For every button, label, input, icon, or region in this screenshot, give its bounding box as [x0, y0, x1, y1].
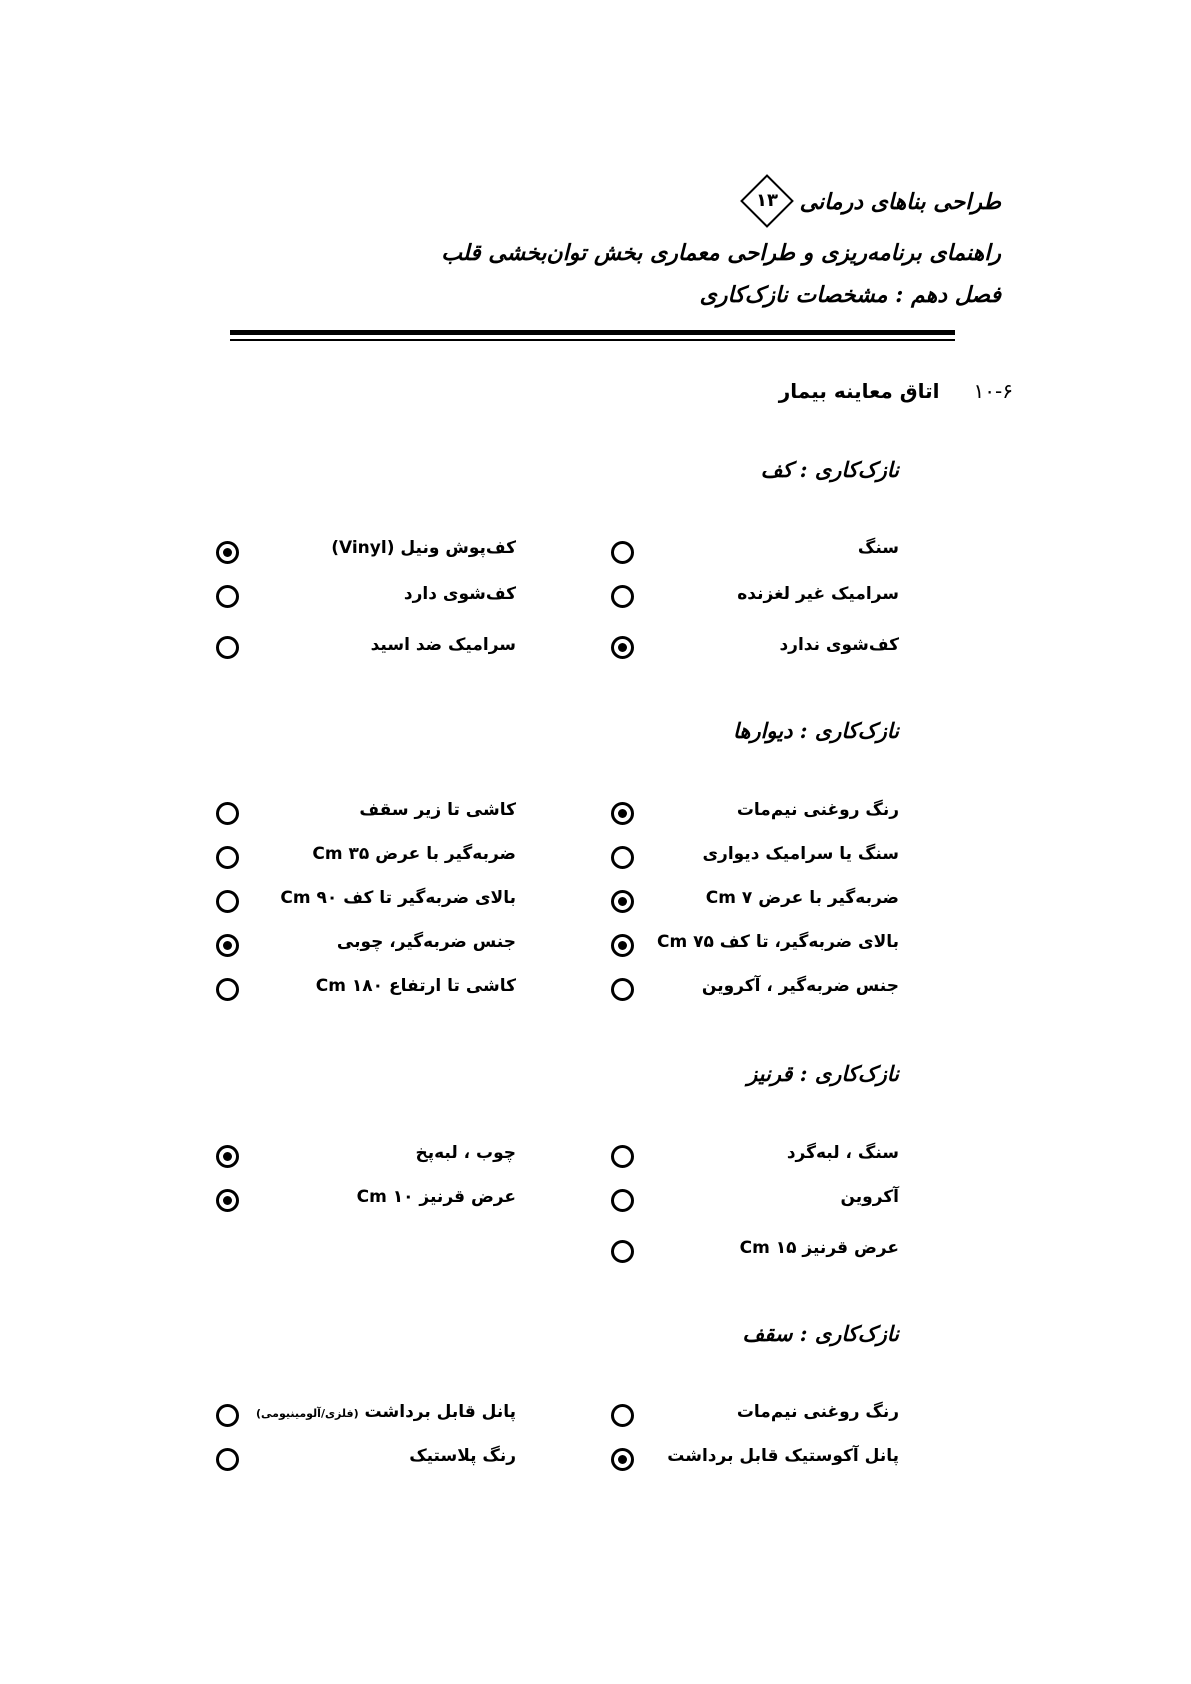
- radio-button[interactable]: [611, 934, 634, 957]
- option-label: کف‌شوی ندارد: [779, 635, 899, 655]
- header-subtitle: راهنمای برنامه‌ریزی و طراحی معماری بخش توان‌بخشی قلب: [441, 240, 1001, 266]
- radio-button[interactable]: [611, 890, 634, 913]
- option-label: ضربه‌گیر با عرض ۷ Cm: [705, 888, 899, 908]
- radio-button[interactable]: [216, 1189, 239, 1212]
- radio-button[interactable]: [216, 802, 239, 825]
- option-label: سنگ یا سرامیک دیواری: [702, 844, 899, 864]
- radio-button[interactable]: [216, 1404, 239, 1427]
- option-label: بالای ضربه‌گیر، تا کف ۷۵ Cm: [656, 932, 899, 952]
- radio-button[interactable]: [611, 1145, 634, 1168]
- radio-button[interactable]: [611, 585, 634, 608]
- header-rule-thick: [230, 330, 955, 335]
- radio-button[interactable]: [611, 1189, 634, 1212]
- radio-dot: [223, 941, 232, 950]
- subheading-ceiling: نازک‌کاری : سقف: [742, 1321, 899, 1346]
- option-label: آکروین: [840, 1187, 899, 1207]
- option-label: ضربه‌گیر با عرض ۳۵ Cm: [312, 844, 516, 864]
- option-label: کاشی تا ارتفاع ۱۸۰ Cm: [315, 976, 516, 996]
- radio-button[interactable]: [216, 541, 239, 564]
- option-label: کف‌پوش ونیل (Vinyl): [331, 538, 516, 558]
- radio-dot: [223, 1196, 232, 1205]
- radio-dot: [618, 1455, 627, 1464]
- radio-button[interactable]: [216, 636, 239, 659]
- radio-dot: [618, 809, 627, 818]
- subheading-skirting: نازک‌کاری : قرنیز: [747, 1061, 899, 1086]
- option-label: رنگ پلاستیک: [409, 1446, 516, 1466]
- radio-dot: [223, 1152, 232, 1161]
- option-label: سنگ: [857, 538, 899, 558]
- volume-number: ۱۳: [755, 190, 778, 211]
- option-label: کف‌شوی دارد: [403, 584, 516, 604]
- subheading-floor: نازک‌کاری : کف: [760, 457, 899, 482]
- option-label: جنس ضربه‌گیر ، آکروین: [701, 976, 899, 996]
- subheading-walls: نازک‌کاری : دیوارها: [732, 718, 899, 743]
- option-label: سنگ ، لبه‌گرد: [786, 1143, 899, 1163]
- section-title: [779, 379, 1013, 403]
- header-chapter: فصل دهم : مشخصات نازک‌کاری: [699, 282, 1001, 308]
- option-label-with-note: [256, 1402, 516, 1422]
- radio-button[interactable]: [216, 890, 239, 913]
- option-label: کاشی تا زیر سقف: [359, 800, 516, 820]
- option-label: پانل آکوستیک قابل برداشت: [667, 1446, 899, 1466]
- radio-button[interactable]: [611, 978, 634, 1001]
- radio-dot: [223, 548, 232, 557]
- volume-badge: [740, 174, 794, 228]
- radio-dot: [618, 941, 627, 950]
- option-label: جنس ضربه‌گیر، چوبی: [336, 932, 516, 952]
- radio-button[interactable]: [216, 978, 239, 1001]
- radio-button[interactable]: [216, 1448, 239, 1471]
- option-label: سرامیک غیر لغزنده: [737, 584, 899, 604]
- option-label: عرض قرنیز ۱۰ Cm: [356, 1187, 516, 1207]
- option-label: سرامیک ضد اسید: [370, 635, 516, 655]
- option-label: پانل قابل برداشت: [364, 1402, 516, 1422]
- radio-button[interactable]: [611, 846, 634, 869]
- option-label: چوب ، لبه‌پخ: [415, 1143, 516, 1163]
- radio-button[interactable]: [611, 1448, 634, 1471]
- radio-button[interactable]: [216, 1145, 239, 1168]
- option-label: رنگ روغنی نیم‌مات: [736, 1402, 899, 1422]
- radio-button[interactable]: [611, 541, 634, 564]
- option-label: رنگ روغنی نیم‌مات: [736, 800, 899, 820]
- series-title: طراحی بناهای درمانی: [799, 189, 1001, 215]
- radio-button[interactable]: [216, 585, 239, 608]
- radio-button[interactable]: [216, 934, 239, 957]
- radio-dot: [618, 643, 627, 652]
- option-note: (فلزی/آلومینیومی): [256, 1407, 359, 1420]
- radio-button[interactable]: [611, 1240, 634, 1263]
- radio-button[interactable]: [611, 636, 634, 659]
- radio-button[interactable]: [611, 1404, 634, 1427]
- option-label: بالای ضربه‌گیر تا کف ۹۰ Cm: [280, 888, 516, 908]
- header-rule-thin: [230, 339, 955, 341]
- radio-dot: [618, 897, 627, 906]
- section-number: ۱۰-۶: [973, 379, 1013, 403]
- option-label: عرض قرنیز ۱۵ Cm: [739, 1238, 899, 1258]
- section-name: اتاق معاینه بیمار: [778, 379, 940, 403]
- header-series-title: [738, 184, 1001, 222]
- radio-button[interactable]: [611, 802, 634, 825]
- radio-button[interactable]: [216, 846, 239, 869]
